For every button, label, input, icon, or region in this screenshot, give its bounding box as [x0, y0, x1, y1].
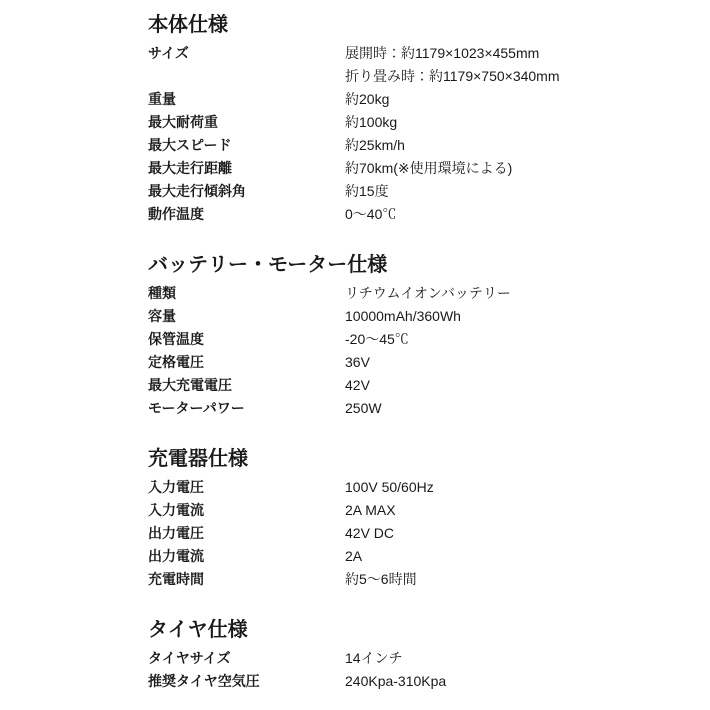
spec-value [345, 42, 560, 88]
spec-value [345, 351, 370, 374]
spec-label: 推奨タイヤ空気圧 [148, 673, 260, 689]
spec-row [148, 499, 690, 522]
spec-value [345, 647, 403, 670]
spec-value-line: 2A MAX [345, 502, 396, 518]
spec-row [148, 374, 690, 397]
spec-value-line: 100V 50/60Hz [345, 479, 434, 495]
spec-row [148, 157, 690, 180]
spec-value-line: 約100kg [345, 114, 398, 130]
spec-section [148, 446, 690, 591]
spec-section [148, 12, 690, 226]
spec-value [345, 545, 362, 568]
spec-value [345, 282, 511, 305]
spec-value-line: 2A [345, 548, 363, 564]
spec-value-line: 36V [345, 354, 370, 370]
spec-label: 種類 [148, 285, 176, 301]
spec-label: 出力電圧 [148, 525, 204, 541]
spec-row [148, 111, 690, 134]
spec-value [345, 374, 370, 397]
spec-section [148, 252, 690, 420]
spec-value-line: 42V [345, 377, 370, 393]
spec-row [148, 134, 690, 157]
spec-row [148, 476, 690, 499]
spec-label: 最大走行距離 [148, 160, 232, 176]
spec-label: 動作温度 [148, 206, 204, 222]
spec-value [345, 180, 389, 203]
spec-value [345, 111, 397, 134]
spec-label: 充電時間 [148, 571, 204, 587]
spec-label: 保管温度 [148, 331, 204, 347]
spec-value-line: 約20kg [345, 91, 390, 107]
spec-label: 出力電流 [148, 548, 204, 564]
spec-section [148, 617, 690, 693]
spec-row [148, 180, 690, 203]
spec-label: 最大耐荷重 [148, 114, 218, 130]
spec-label: 入力電流 [148, 502, 204, 518]
spec-value [345, 88, 389, 111]
spec-value [345, 305, 461, 328]
spec-value [345, 499, 396, 522]
spec-value-line: 0～40℃ [345, 206, 397, 222]
spec-label: モーターパワー [148, 400, 245, 416]
spec-value [345, 670, 446, 693]
spec-value-line: 42V DC [345, 525, 395, 541]
spec-value [345, 203, 396, 226]
spec-value-line: 約25km/h [345, 137, 405, 153]
spec-value [345, 476, 434, 499]
section-title: 充電器仕様 [148, 448, 248, 470]
spec-row [148, 42, 690, 88]
spec-value-line: 250W [345, 400, 382, 416]
spec-value-line: 10000mAh/360Wh [345, 308, 461, 324]
spec-label: 最大スピード [148, 137, 232, 153]
spec-row [148, 203, 690, 226]
spec-value [345, 397, 382, 420]
spec-label: 最大走行傾斜角 [148, 183, 246, 199]
spec-label: 入力電圧 [148, 479, 204, 495]
spec-value-line: 約70km(※使用環境による) [345, 160, 513, 176]
spec-row [148, 282, 690, 305]
spec-value-line: 14インチ [345, 650, 403, 666]
spec-row [148, 647, 690, 670]
section-title: タイヤ仕様 [148, 619, 248, 641]
spec-value [345, 568, 417, 591]
spec-label: 重量 [148, 91, 176, 107]
spec-row [148, 545, 690, 568]
spec-value-line: 約15度 [345, 183, 389, 199]
spec-value [345, 522, 394, 545]
spec-row [148, 568, 690, 591]
spec-label: 最大充電電圧 [148, 377, 232, 393]
spec-row [148, 305, 690, 328]
spec-value-line: 折り畳み時：約1179×750×340mm [345, 68, 560, 84]
spec-value [345, 328, 409, 351]
spec-value-line: -20～45℃ [345, 331, 409, 347]
spec-row [148, 522, 690, 545]
spec-value-line: 約5～6時間 [345, 571, 417, 587]
spec-row [148, 88, 690, 111]
spec-value-line: 240Kpa-310Kpa [345, 673, 447, 689]
spec-value [345, 134, 405, 157]
spec-label: 定格電圧 [148, 354, 204, 370]
section-title: 本体仕様 [148, 14, 228, 36]
section-title: バッテリー・モーター仕様 [148, 254, 388, 276]
spec-value-line: リチウムイオンバッテリー [345, 285, 511, 301]
spec-label: 容量 [148, 308, 176, 324]
spec-value [345, 157, 512, 180]
spec-row [148, 351, 690, 374]
spec-value-line: 展開時：約1179×1023×455mm [345, 45, 540, 61]
spec-label: サイズ [148, 45, 189, 61]
spec-label: タイヤサイズ [148, 650, 231, 666]
spec-row [148, 670, 690, 693]
spec-row [148, 397, 690, 420]
spec-row [148, 328, 690, 351]
